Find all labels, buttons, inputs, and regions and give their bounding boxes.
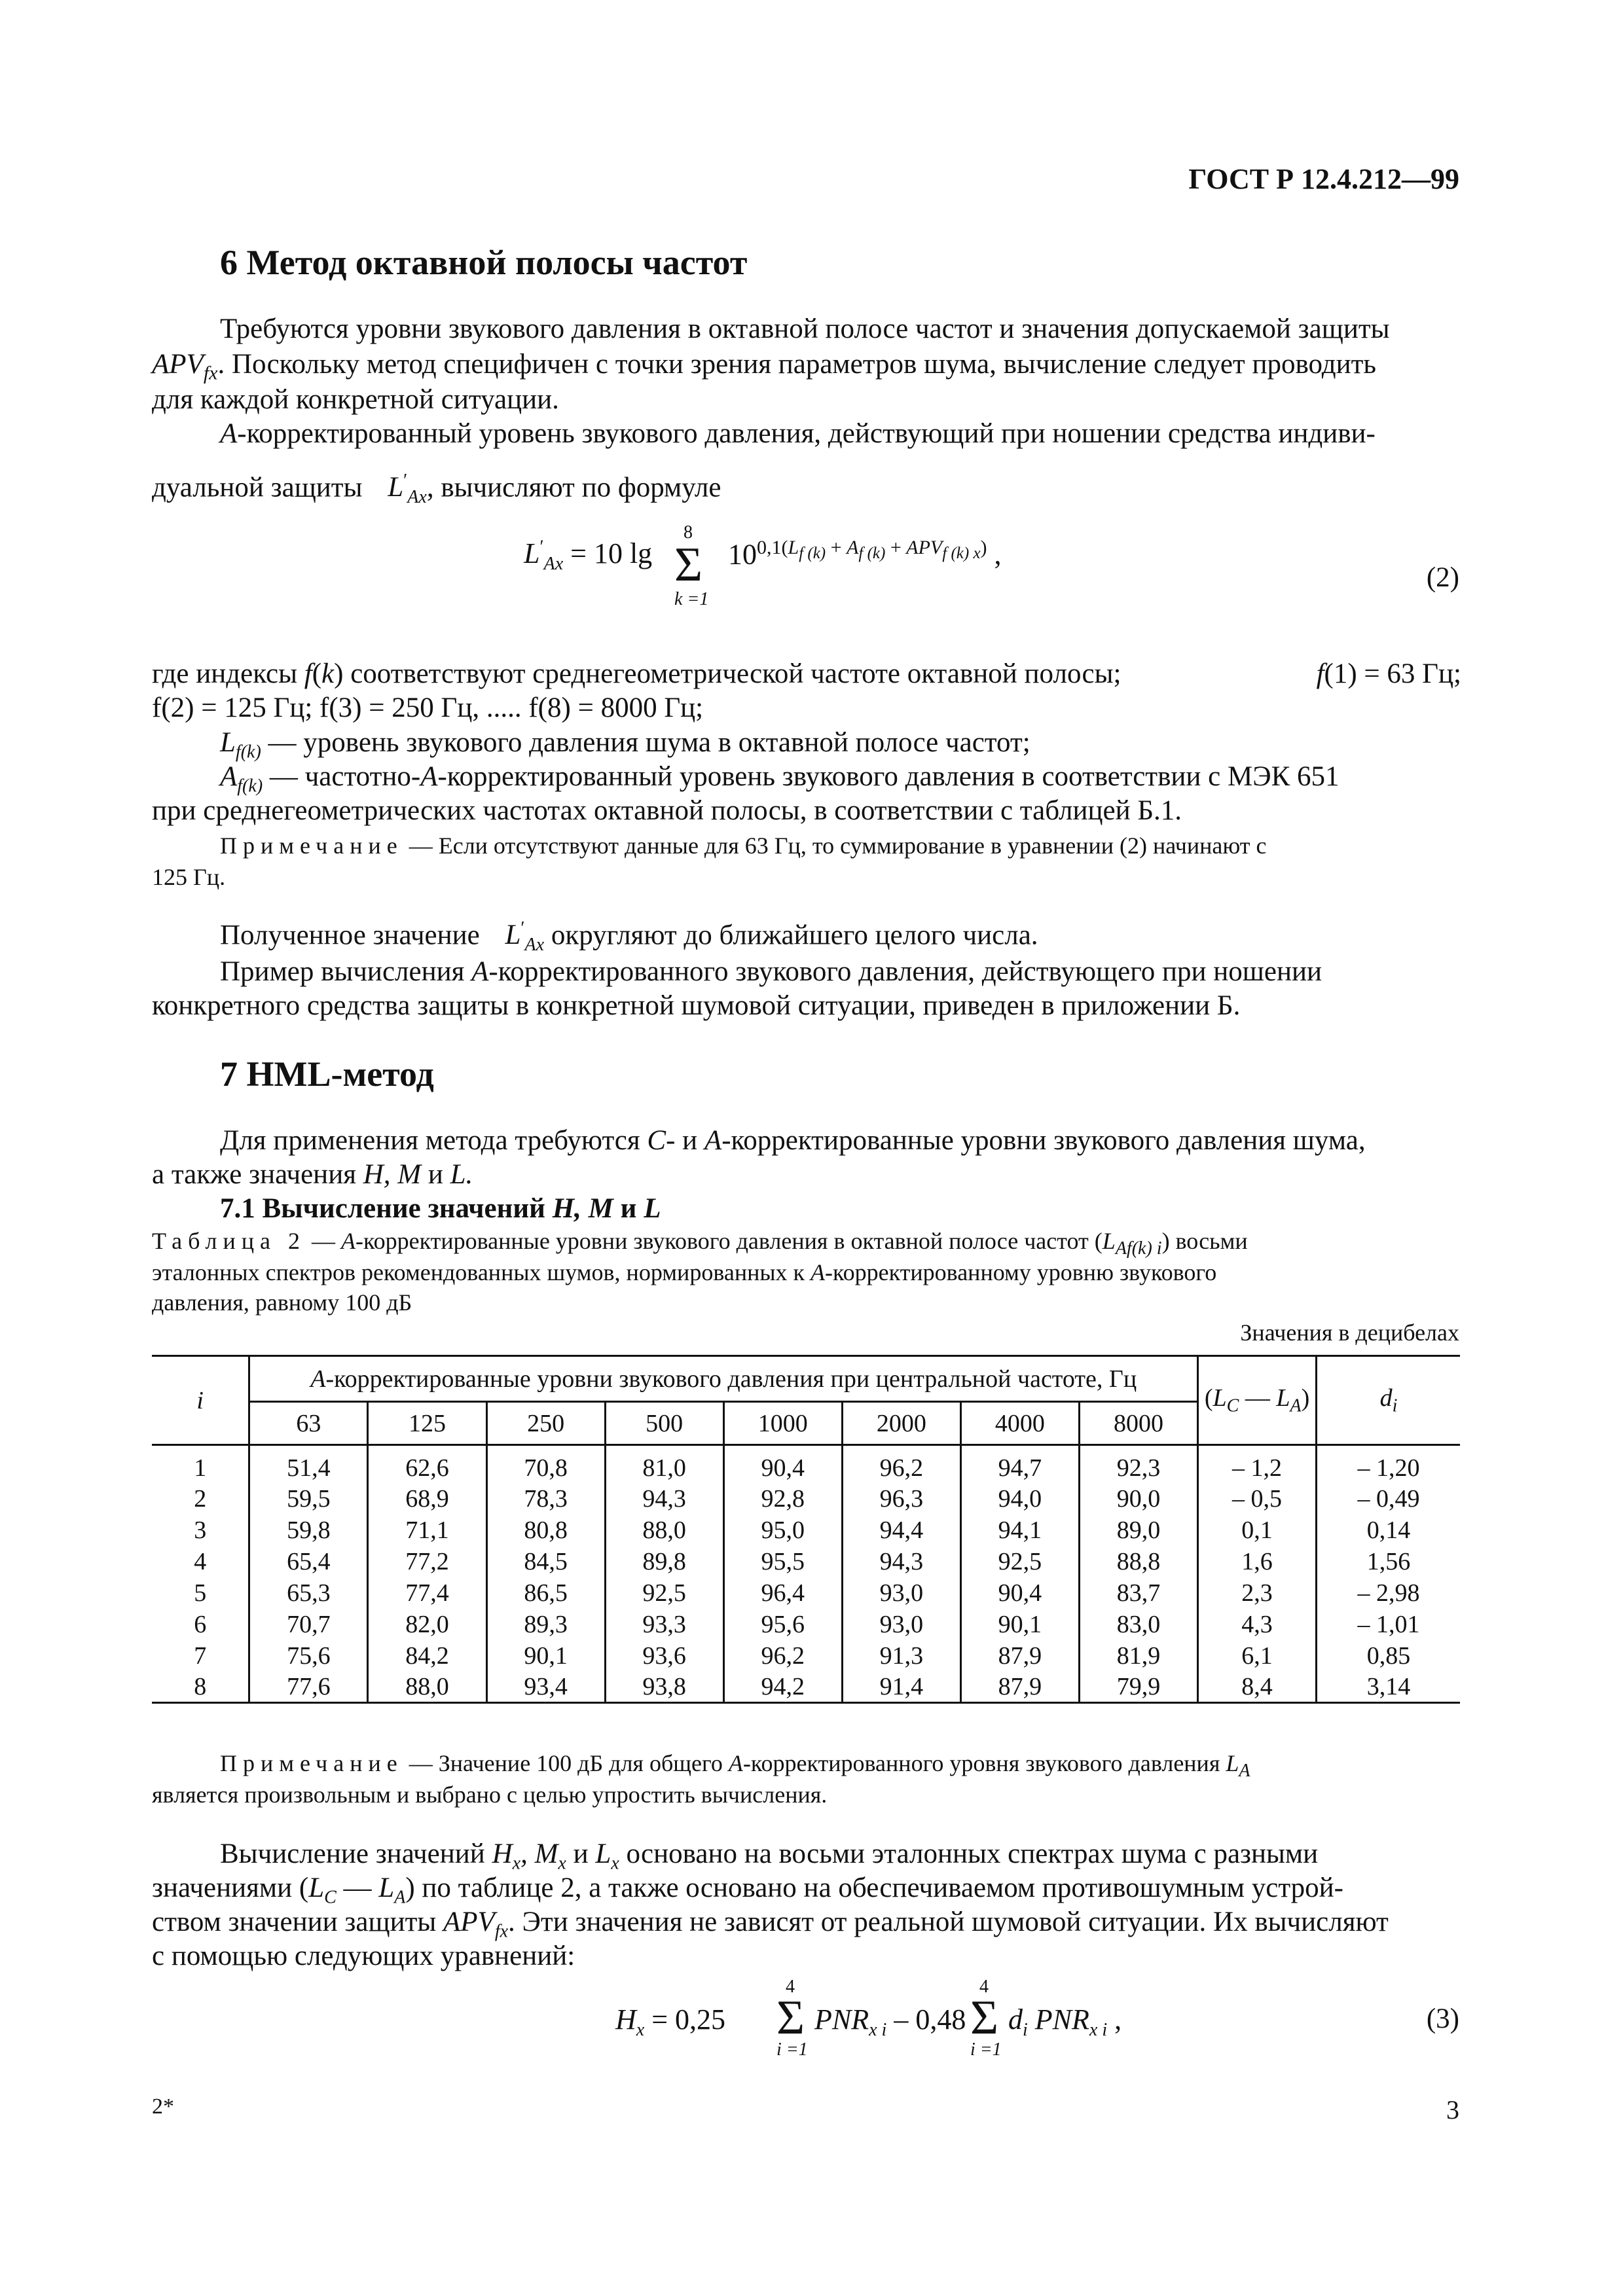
table-cell: 70,8: [486, 1445, 605, 1483]
table-cell: – 2,98: [1357, 1579, 1420, 1607]
table-cell: 92,8: [723, 1483, 842, 1515]
where-line-2: f(2) = 125 Гц; f(3) = 250 Гц, ..... f(8) = 8000 Гц;: [152, 692, 704, 723]
table-cell: 77,4: [368, 1577, 486, 1609]
table-cell: 0,1: [1198, 1515, 1317, 1546]
table-cell: 84,5: [486, 1546, 605, 1577]
table-cell: 51,4: [249, 1445, 368, 1483]
table-cell: 94,2: [723, 1672, 842, 1703]
table-row: [152, 1609, 1460, 1640]
table-cell: 79,9: [1079, 1672, 1197, 1703]
section-6-paragraph-1: [220, 312, 1461, 347]
table-cell: 87,9: [960, 1640, 1079, 1672]
text: , вычисляют по формуле: [426, 472, 721, 503]
row-index: 5: [152, 1577, 249, 1609]
note-2-line-2: является произвольным и выбрано с целью упростить вычисления.: [152, 1782, 828, 1808]
table-2: [152, 1355, 1460, 1704]
table-cell: – 0,5: [1198, 1483, 1317, 1515]
footer-left-mark: 2*: [152, 2094, 174, 2119]
where-line-1: где индексы f(k) соответствуют среднегеометрической частоте октавной полосы; f(1) = 63 Гц;: [152, 658, 1461, 689]
calc-paragraph-line-3: ством значении защиты $APV_{fx}$. Эти значения не зависят от реальной шумовой ситуации. Их вычисляют: [152, 1907, 1389, 1942]
table-cell: 77,2: [368, 1546, 486, 1577]
formula-3-number: (3): [1426, 2003, 1459, 2034]
formula-3: $H_x = 0,25$: [615, 2003, 726, 2040]
table-cell: 0,85: [1366, 1641, 1411, 1670]
table-cell: 65,4: [249, 1546, 368, 1577]
table-cell: 75,6: [249, 1640, 368, 1672]
freq-4000: 4000: [960, 1402, 1079, 1445]
row-index: 2: [152, 1483, 249, 1515]
table-cell: 2,3: [1198, 1577, 1317, 1609]
table-cell: 1,6: [1198, 1546, 1317, 1577]
table-cell: 94,4: [842, 1515, 960, 1546]
table-cell: 88,8: [1079, 1546, 1197, 1577]
table-cell: – 0,49: [1357, 1484, 1420, 1513]
table-cell: 91,4: [842, 1672, 960, 1703]
table-cell: 77,6: [249, 1672, 368, 1703]
table-cell: 96,3: [842, 1483, 960, 1515]
table-cell: 94,0: [960, 1483, 1079, 1515]
definition-a: $A_{f(k)}$ — частотно-A-корректированный уровень звукового давления в соответствии с МЭК 651: [220, 761, 1340, 797]
table-cell: 94,7: [960, 1445, 1079, 1483]
table-cell: 80,8: [486, 1515, 605, 1546]
subsection-7-1-title: 7.1 Вычисление значений H, M и L: [220, 1193, 661, 1224]
table-2-caption: Таблица 2 — A-корректированные уровни звукового давления в октавной полосе частот $(L_{Af(k) i})$ восьми: [152, 1228, 1248, 1259]
table-cell: 86,5: [486, 1577, 605, 1609]
table-cell: 71,1: [368, 1515, 486, 1546]
table-cell: 82,0: [368, 1609, 486, 1640]
document-page: ГОСТ Р 12.4.212—99 6 Метод октавной полосы частот Требуются уровни звукового давления в октавной полосе частот и значения допускаемой защиты $APV_{fx}$. Поскольку метод специфичен с точки зрения параметров шума, вычисление следует проводить для каждой конкретной ситуации. A-корректированный уровень звукового давления, действующий при ношении средства индиви- дуальной защиты $L'_{Ax}$, вычисляют по формуле $L'_{Ax} = 10$ lg 8 Σ k =1 $10^{0,1(L_{f (k)} + A_{f (k)} + APV_{f (k) x})}$ , (2) где индексы f(k) соответствуют среднегеометрической частоте октавной полосы; f(1) = 63 Гц; f(2) = 125 Гц; f(3) = 250 Гц, ..... f(8) = 8000 Гц; $L_{f(k)}$ — уровень звукового давления шума в октавной полосе частот; $A_{f(k)}$ — частотно-A-корректированный уровень звукового давления в соответствии с МЭК 651 при среднегеометрических частотах октавной полосы, в соответствии с таблицей Б.1. Примечание — Если отсутствуют данные для 63 Гц, то суммирование в уравнении (2) начинают с 125 Гц. Полученное значение $L'_{Ax}$ округляют до ближайшего целого числа. Пример вычисления A-корректированного звукового давления, действующего при ношении конкретного средства защиты в конкретной шумовой ситуации, приведен в приложении Б. 7 HML-метод Для применения метода требуются C- и A-корректированные уровни звукового давления шума, а также значения H, M и L. 7.1 Вычисление значений H, M и L Таблица 2 — A-корректированные уровни звукового давления в октавной полосе частот $(L_{Af(k) i})$ восьми эталонных спектров рекомендованных шумов, нормированных к A-корректированному уровню звукового давления, равному 100 дБ Значения в децибелах i A-корректированные уровни звукового давления при центральной частоте, Гц ($L_C$ — $L_A$) $d_i$ 63 125 250 500 1000 2000 4000 8000 1 51,4 62,6 70,8 81,0 90,4 96,2 94,7 92,3 – 1,2 – 1,20 2 59,5 68,9 78,3 94,3 92,8 96,3 94,0 90,0 – 0,5 – 0,49 3 59,8 71,1 80,8 88,0 95,0 94,4 94,1 89,0 0,1 0,14 4 65,4 77,2 84,5 89,8 95,5 94,3 92,5 88,8 1,6 1,56 5 65,3 77,4 86,5 92,5 96,4 93,0 90,4 83,7 2,3 – 2,98 6 70,7 82,0 89,3 93,3 95,6 93,0 90,1 83,0 4,3 – 1,01 7 75,6 84,2 90,1 93,6 96,2 91,3 87,9 81,9 6,1 0,85 8 77,6 88,0 93,4 93,8 94,2 91,4 87,9 79,9 8,4 3,14 Примечание — Значение 100 дБ для общего A-корректированного уровня звукового давления $L_A$ является произвольным и выбрано с целью упростить вычисления. Вычисление значений $H_x$, $M_x$ и $L_x$ основано на восьми эталонных спектрах шума с разными значениями ($L_C$ — $L_A$) по таблице 2, а также основано на обеспечиваемом противошумным устрой- ством значении защиты $APV_{fx}$. Эти значения не зависят от реальной шумовой ситуации. Их вычисляют с помощью следующих уравнений: $H_x = 0,25$ 4 Σ i =1 $PNR_{x i} - 0,48$ 4 Σ i =1 $d_i$ $PNR_{x i}$ , (3) 2* 3: [152, 163, 1461, 2125]
formula-2: $L'_{Ax} = 10$ lg: [524, 537, 653, 574]
freq-63: 63: [249, 1402, 368, 1445]
formula-2-sum-upper: 8: [684, 522, 693, 543]
table-cell: 87,9: [960, 1672, 1079, 1703]
table-cell: 92,5: [605, 1577, 723, 1609]
table-cell: 83,0: [1079, 1609, 1197, 1640]
table-cell: – 1,20: [1357, 1454, 1420, 1482]
text: дуальной защиты: [152, 472, 363, 503]
table-cell: 88,0: [368, 1672, 486, 1703]
table-cell: 90,1: [960, 1609, 1079, 1640]
section-7-paragraph-1-line-2: а также значения H, M и L.: [152, 1159, 473, 1190]
table-row: [152, 1445, 1460, 1483]
text: Требуются уровни звукового давления в октавной полосе частот и значения допускаемой защиты: [220, 314, 1390, 344]
note-1-line-2: 125 Гц.: [152, 864, 226, 890]
table-cell: 93,0: [842, 1577, 960, 1609]
table-cell: 93,8: [605, 1672, 723, 1703]
freq-2000: 2000: [842, 1402, 960, 1445]
table-cell: 84,2: [368, 1640, 486, 1672]
table-cell: 88,0: [605, 1515, 723, 1546]
definition-l: $L_{f(k)}$ — уровень звукового давления шума в октавной полосе частот;: [220, 727, 1030, 762]
table-cell: 96,4: [723, 1577, 842, 1609]
table-cell: 65,3: [249, 1577, 368, 1609]
table-cell: 81,9: [1079, 1640, 1197, 1672]
table-cell: 96,2: [842, 1445, 960, 1483]
symbol-apv: $APV_{fx}$: [152, 349, 218, 384]
table-cell: 95,5: [723, 1546, 842, 1577]
formula-2-sum-sign: Σ: [674, 538, 703, 592]
table-cell: 78,3: [486, 1483, 605, 1515]
table-cell: 89,8: [605, 1546, 723, 1577]
table-row: [152, 1640, 1460, 1672]
table-cell: 59,8: [249, 1515, 368, 1546]
table-2-caption-line-3: давления, равному 100 дБ: [152, 1289, 412, 1316]
table-cell: 81,0: [605, 1445, 723, 1483]
note-1: Примечание — Если отсутствуют данные для 63 Гц, то суммирование в уравнении (2) начинают с: [220, 833, 1267, 859]
table-cell: 93,3: [605, 1609, 723, 1640]
table-cell: 93,4: [486, 1672, 605, 1703]
text: . Поскольку метод специфичен с точки зрения параметров шума, вычисление следует проводить: [217, 349, 1377, 380]
header-group: A-корректированные уровни звукового давления при центральной частоте, Гц: [249, 1356, 1198, 1402]
table-cell: 92,5: [960, 1546, 1079, 1577]
table-cell: 94,3: [842, 1546, 960, 1577]
header-i: i: [152, 1356, 249, 1445]
row-index: 7: [152, 1640, 249, 1672]
header-di: $d_i$: [1317, 1356, 1460, 1445]
row-index: 8: [152, 1672, 249, 1703]
table-cell: 93,6: [605, 1640, 723, 1672]
row-index: 4: [152, 1546, 249, 1577]
table-cell: 4,3: [1198, 1609, 1317, 1640]
table-cell: 1,56: [1366, 1547, 1411, 1575]
section-7-title: 7 HML-метод: [220, 1054, 434, 1094]
section-6-paragraph-2: A-корректированный уровень звукового давления, действующий при ношении средства индиви-: [220, 418, 1376, 449]
table-units: Значения в децибелах: [1240, 1319, 1459, 1346]
row-index: 3: [152, 1515, 249, 1546]
table-cell: 90,4: [723, 1445, 842, 1483]
page-number: 3: [1446, 2095, 1459, 2125]
table-cell: 94,1: [960, 1515, 1079, 1546]
section-6-paragraph-1-line-3: для каждой конкретной ситуации.: [152, 384, 559, 415]
table-cell: 91,3: [842, 1640, 960, 1672]
formula-2-sum-lower: k =1: [674, 589, 709, 609]
table-cell: 90,4: [960, 1577, 1079, 1609]
table-cell: 92,3: [1079, 1445, 1197, 1483]
table-2-body: [152, 1445, 1460, 1703]
table-row: [152, 1515, 1460, 1546]
freq-250: 250: [486, 1402, 605, 1445]
rounding-paragraph: Полученное значение $L'_{Ax}$ округляют до ближайшего целого числа.: [220, 918, 1038, 955]
section-7-paragraph-1: Для применения метода требуются C- и A-корректированные уровни звукового давления шума,: [220, 1125, 1366, 1156]
table-cell: 83,7: [1079, 1577, 1197, 1609]
header-lc-la: ($L_C$ — $L_A$): [1198, 1356, 1317, 1445]
table-cell: 93,0: [842, 1609, 960, 1640]
table-cell: 94,3: [605, 1483, 723, 1515]
table-cell: 95,6: [723, 1609, 842, 1640]
example-paragraph: Пример вычисления A-корректированного звукового давления, действующего при ношении: [220, 956, 1322, 987]
table-cell: 70,7: [249, 1609, 368, 1640]
table-cell: 96,2: [723, 1640, 842, 1672]
freq-8000: 8000: [1079, 1402, 1197, 1445]
table-cell: 90,0: [1079, 1483, 1197, 1515]
row-index: 6: [152, 1609, 249, 1640]
table-row: [152, 1546, 1460, 1577]
calc-paragraph-line-2: значениями ($L_C$ — $L_A$) по таблице 2, а также основано на обеспечиваемом противошумным устрой-: [152, 1873, 1343, 1908]
table-row: [152, 1577, 1460, 1609]
row-index: 1: [152, 1445, 249, 1483]
freq-1000: 1000: [723, 1402, 842, 1445]
table-2-caption-line-2: эталонных спектров рекомендованных шумов, нормированных к A-корректированному уровню звукового: [152, 1259, 1217, 1285]
table-cell: 8,4: [1198, 1672, 1317, 1703]
table-row: [152, 1672, 1460, 1703]
table-cell: 89,3: [486, 1609, 605, 1640]
calc-paragraph: Вычисление значений $H_x$, $M_x$ и $L_x$ основано на восьми эталонных спектрах шума с разными: [220, 1839, 1319, 1874]
table-cell: 59,5: [249, 1483, 368, 1515]
text: -корректированный уровень звукового давления, действующий при ношении средства индиви-: [237, 418, 1376, 449]
table-cell: 6,1: [1198, 1640, 1317, 1672]
formula-2-power: $10^{0,1(L_{f (k)} + A_{f (k)} + APV_{f (k) x})}$ ,: [728, 537, 1002, 571]
table-cell: 90,1: [486, 1640, 605, 1672]
table-cell: – 1,2: [1198, 1445, 1317, 1483]
table-cell: 3,14: [1317, 1672, 1460, 1703]
table-cell: 68,9: [368, 1483, 486, 1515]
calc-paragraph-line-4: с помощью следующих уравнений:: [152, 1941, 575, 1971]
definition-a-line-2: при среднегеометрических частотах октавной полосы, в соответствии с таблицей Б.1.: [152, 795, 1182, 826]
section-6-title: 6 Метод октавной полосы частот: [220, 243, 748, 282]
note-2: Примечание — Значение 100 дБ для общего A-корректированного уровня звукового давления $L_A$: [220, 1750, 1250, 1782]
table-row: [152, 1483, 1460, 1515]
table-cell: – 1,01: [1357, 1610, 1420, 1638]
table-cell: 0,14: [1366, 1516, 1411, 1544]
section-6-paragraph-2-line-2: дуальной защиты $L'_{Ax}$, вычисляют по формуле: [152, 471, 721, 507]
table-cell: 62,6: [368, 1445, 486, 1483]
standard-header: ГОСТ Р 12.4.212—99: [1188, 163, 1459, 195]
example-paragraph-line-2: конкретного средства защиты в конкретной шумовой ситуации, приведен в приложении Б.: [152, 990, 1241, 1021]
freq-500: 500: [605, 1402, 723, 1445]
table-cell: 95,0: [723, 1515, 842, 1546]
freq-125: 125: [368, 1402, 486, 1445]
table-cell: 89,0: [1079, 1515, 1197, 1546]
formula-2-number: (2): [1426, 562, 1459, 593]
